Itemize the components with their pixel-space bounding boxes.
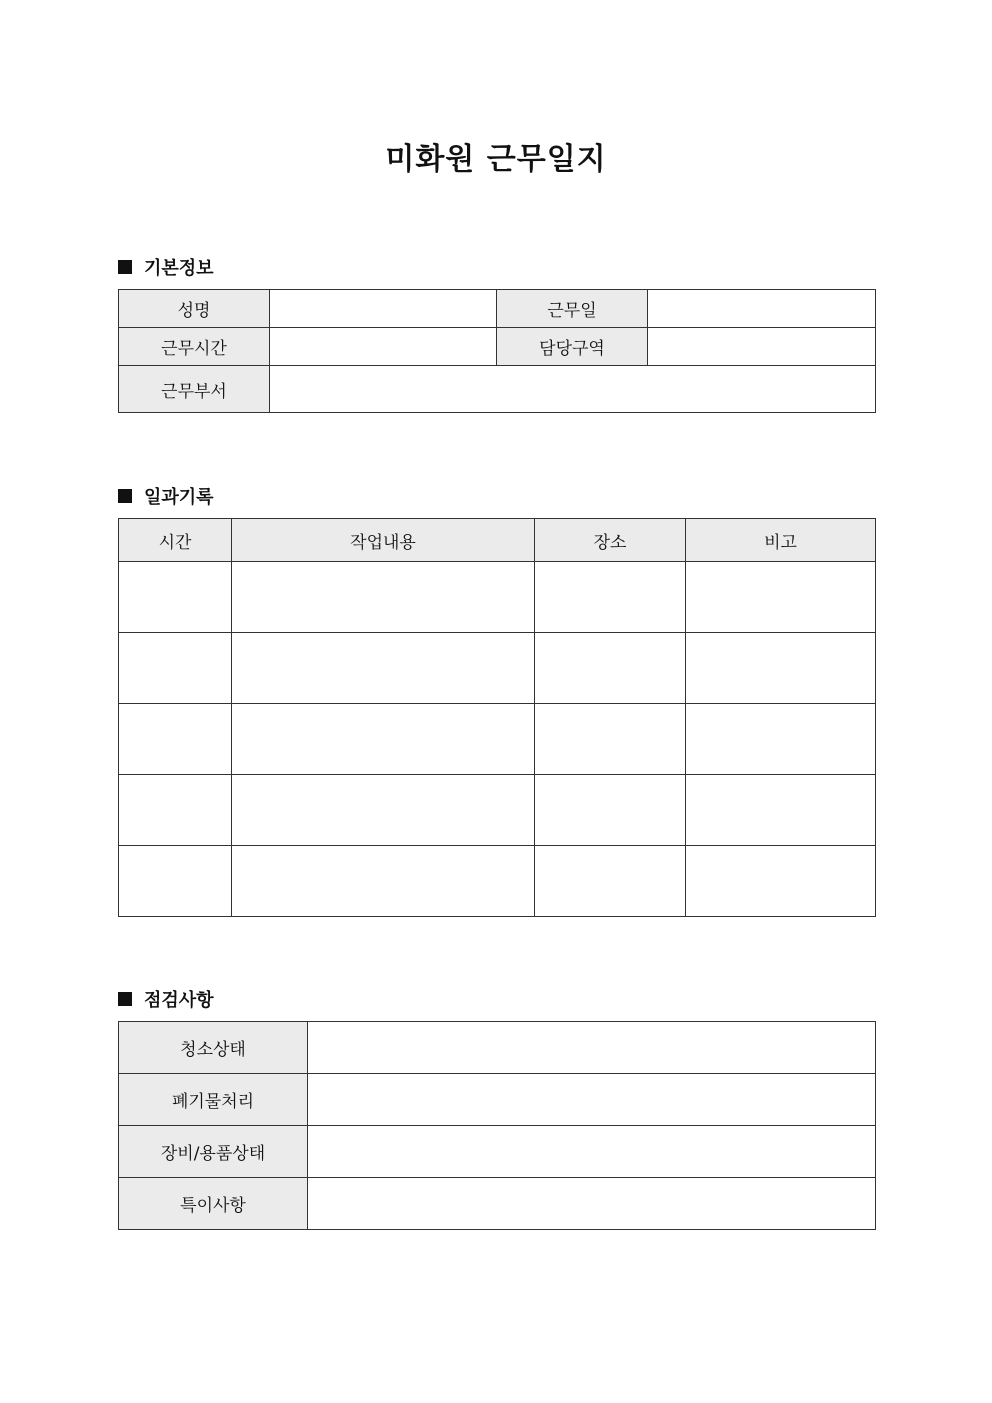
column-header-remarks: 비고 bbox=[686, 519, 876, 562]
time-cell[interactable] bbox=[119, 562, 232, 633]
table-row bbox=[119, 1022, 876, 1074]
time-cell[interactable] bbox=[119, 775, 232, 846]
remarks-cell[interactable] bbox=[686, 775, 876, 846]
work-hours-field[interactable] bbox=[270, 328, 497, 366]
daily-log-table bbox=[118, 518, 876, 917]
work-hours-label: 근무시간 bbox=[119, 328, 270, 366]
special-notes-label: 특이사항 bbox=[119, 1178, 308, 1230]
section-heading-daily bbox=[118, 483, 214, 509]
table-row bbox=[119, 633, 876, 704]
basic-info-table bbox=[118, 289, 876, 413]
task-cell[interactable] bbox=[232, 704, 535, 775]
table-row bbox=[119, 1126, 876, 1178]
location-cell[interactable] bbox=[535, 704, 686, 775]
table-row bbox=[119, 328, 876, 366]
column-header-location: 장소 bbox=[535, 519, 686, 562]
table-row bbox=[119, 366, 876, 413]
table-header-row bbox=[119, 519, 876, 562]
special-notes-field[interactable] bbox=[308, 1178, 876, 1230]
work-date-field[interactable] bbox=[648, 290, 876, 328]
remarks-cell[interactable] bbox=[686, 562, 876, 633]
task-cell[interactable] bbox=[232, 633, 535, 704]
equipment-status-label: 장비/용품상태 bbox=[119, 1126, 308, 1178]
table-row bbox=[119, 562, 876, 633]
column-header-time: 시간 bbox=[119, 519, 232, 562]
section-heading-label: 일과기록 bbox=[144, 487, 214, 508]
table-row bbox=[119, 846, 876, 917]
time-cell[interactable] bbox=[119, 846, 232, 917]
department-label: 근무부서 bbox=[119, 366, 270, 413]
square-bullet-icon bbox=[118, 489, 132, 503]
section-heading-inspection bbox=[118, 986, 214, 1012]
assigned-area-label: 담당구역 bbox=[497, 328, 648, 366]
table-row bbox=[119, 775, 876, 846]
task-cell[interactable] bbox=[232, 846, 535, 917]
section-heading-label: 점검사항 bbox=[144, 990, 214, 1011]
time-cell[interactable] bbox=[119, 704, 232, 775]
waste-disposal-label: 폐기물처리 bbox=[119, 1074, 308, 1126]
section-heading-label: 기본정보 bbox=[144, 258, 214, 279]
location-cell[interactable] bbox=[535, 775, 686, 846]
equipment-status-field[interactable] bbox=[308, 1126, 876, 1178]
page-title: 미화원 근무일지 bbox=[385, 142, 607, 177]
inspection-table bbox=[118, 1021, 876, 1230]
name-label: 성명 bbox=[119, 290, 270, 328]
name-field[interactable] bbox=[270, 290, 497, 328]
location-cell[interactable] bbox=[535, 846, 686, 917]
cleaning-status-label: 청소상태 bbox=[119, 1022, 308, 1074]
section-heading-basic bbox=[118, 254, 214, 280]
square-bullet-icon bbox=[118, 260, 132, 274]
location-cell[interactable] bbox=[535, 633, 686, 704]
column-header-task: 작업내용 bbox=[232, 519, 535, 562]
remarks-cell[interactable] bbox=[686, 846, 876, 917]
remarks-cell[interactable] bbox=[686, 704, 876, 775]
location-cell[interactable] bbox=[535, 562, 686, 633]
table-row bbox=[119, 1074, 876, 1126]
department-field[interactable] bbox=[270, 366, 876, 413]
task-cell[interactable] bbox=[232, 775, 535, 846]
time-cell[interactable] bbox=[119, 633, 232, 704]
table-row bbox=[119, 1178, 876, 1230]
table-row bbox=[119, 290, 876, 328]
assigned-area-field[interactable] bbox=[648, 328, 876, 366]
table-row bbox=[119, 704, 876, 775]
work-date-label: 근무일 bbox=[497, 290, 648, 328]
remarks-cell[interactable] bbox=[686, 633, 876, 704]
cleaning-status-field[interactable] bbox=[308, 1022, 876, 1074]
waste-disposal-field[interactable] bbox=[308, 1074, 876, 1126]
square-bullet-icon bbox=[118, 992, 132, 1006]
task-cell[interactable] bbox=[232, 562, 535, 633]
